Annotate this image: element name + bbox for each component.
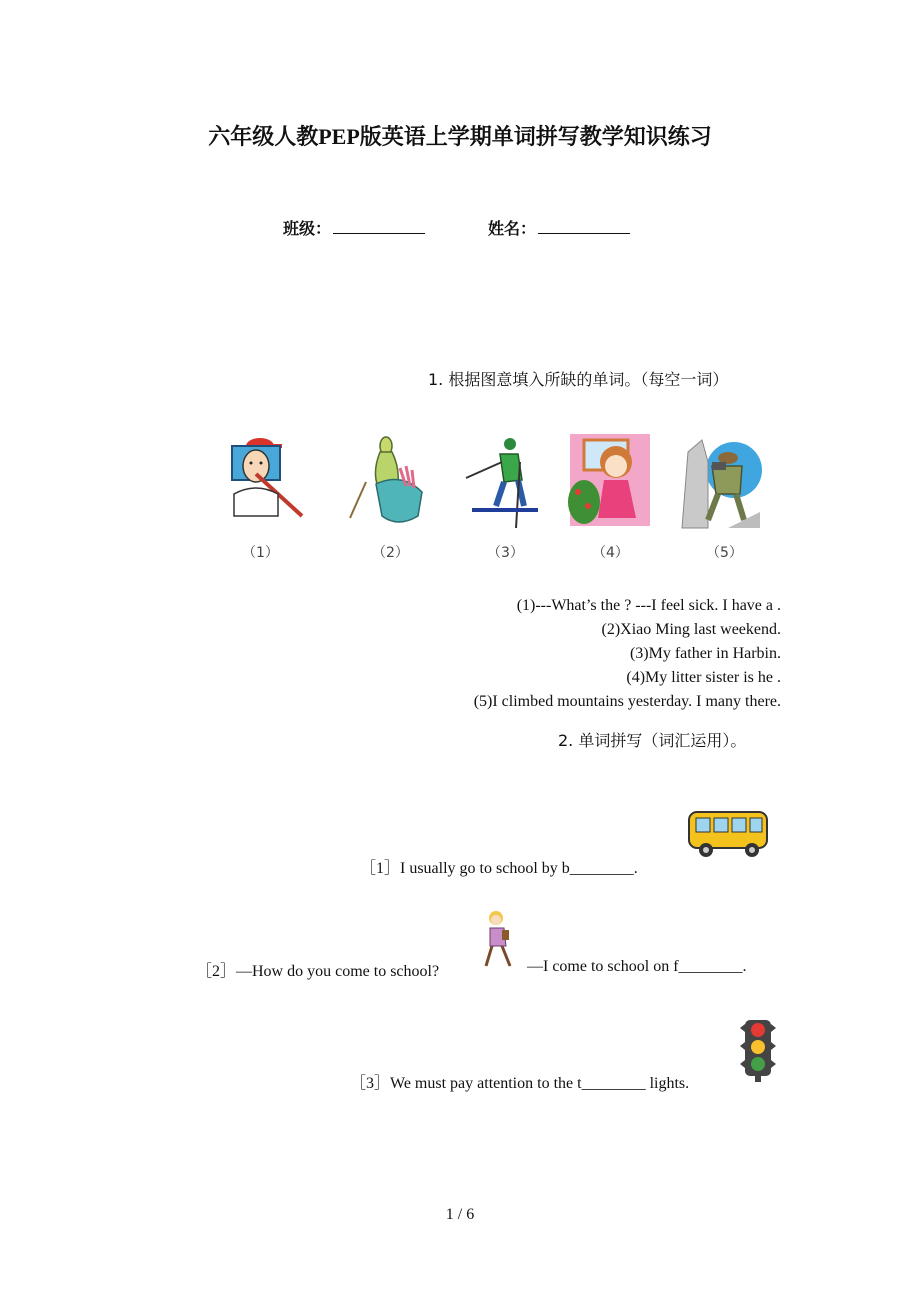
bus-icon <box>686 806 772 864</box>
class-field <box>283 216 425 239</box>
section2-heading: 2. 单词拼写（词汇运用）。 <box>558 731 747 750</box>
sentence-2: (2)Xiao Ming last weekend. <box>601 621 781 638</box>
caption-1: （1） <box>242 545 279 561</box>
caption-5: （5） <box>706 545 743 561</box>
name-field <box>488 216 630 239</box>
page-number: 1 / 6 <box>445 1206 475 1223</box>
sentence-1: (1)---What’s the ? ---I feel sick. I have a . <box>516 597 781 614</box>
sentence-4: (4)My litter sister is he . <box>626 669 781 686</box>
sentence-3: (3)My father in Harbin. <box>629 645 781 662</box>
traffic-light-icon <box>740 1018 776 1082</box>
caption-2: （2） <box>372 545 409 561</box>
caption-3: （3） <box>487 545 524 561</box>
class-blank[interactable] <box>333 219 425 234</box>
name-blank[interactable] <box>538 219 630 234</box>
item-1-text: ［1］I usually go to school by b________. <box>360 860 638 877</box>
section1-heading: 1. 根据图意填入所缺的单词。（每空一词） <box>428 370 729 389</box>
sentence-5: (5)I climbed mountains yesterday. I many there. <box>473 693 781 710</box>
name-label: 姓名： <box>488 219 537 238</box>
item-2-question: ［2］—How do you come to school? <box>196 963 440 980</box>
fishing-picture <box>340 432 426 530</box>
class-label: 班级： <box>283 219 332 238</box>
item-2-answer: —I come to school on f________. <box>527 958 747 975</box>
sick-boy-picture <box>220 432 306 530</box>
item-3-text: ［3］We must pay attention to the t________ lights. <box>350 1075 690 1092</box>
page-title: 六年级人教PEP版英语上学期单词拼写教学知识练习 <box>208 124 712 149</box>
watering-flowers-picture <box>568 432 654 530</box>
mountain-climber-picture <box>678 432 764 530</box>
caption-4: （4） <box>592 545 629 561</box>
skiing-picture <box>460 432 546 530</box>
walking-girl-icon <box>480 908 516 970</box>
